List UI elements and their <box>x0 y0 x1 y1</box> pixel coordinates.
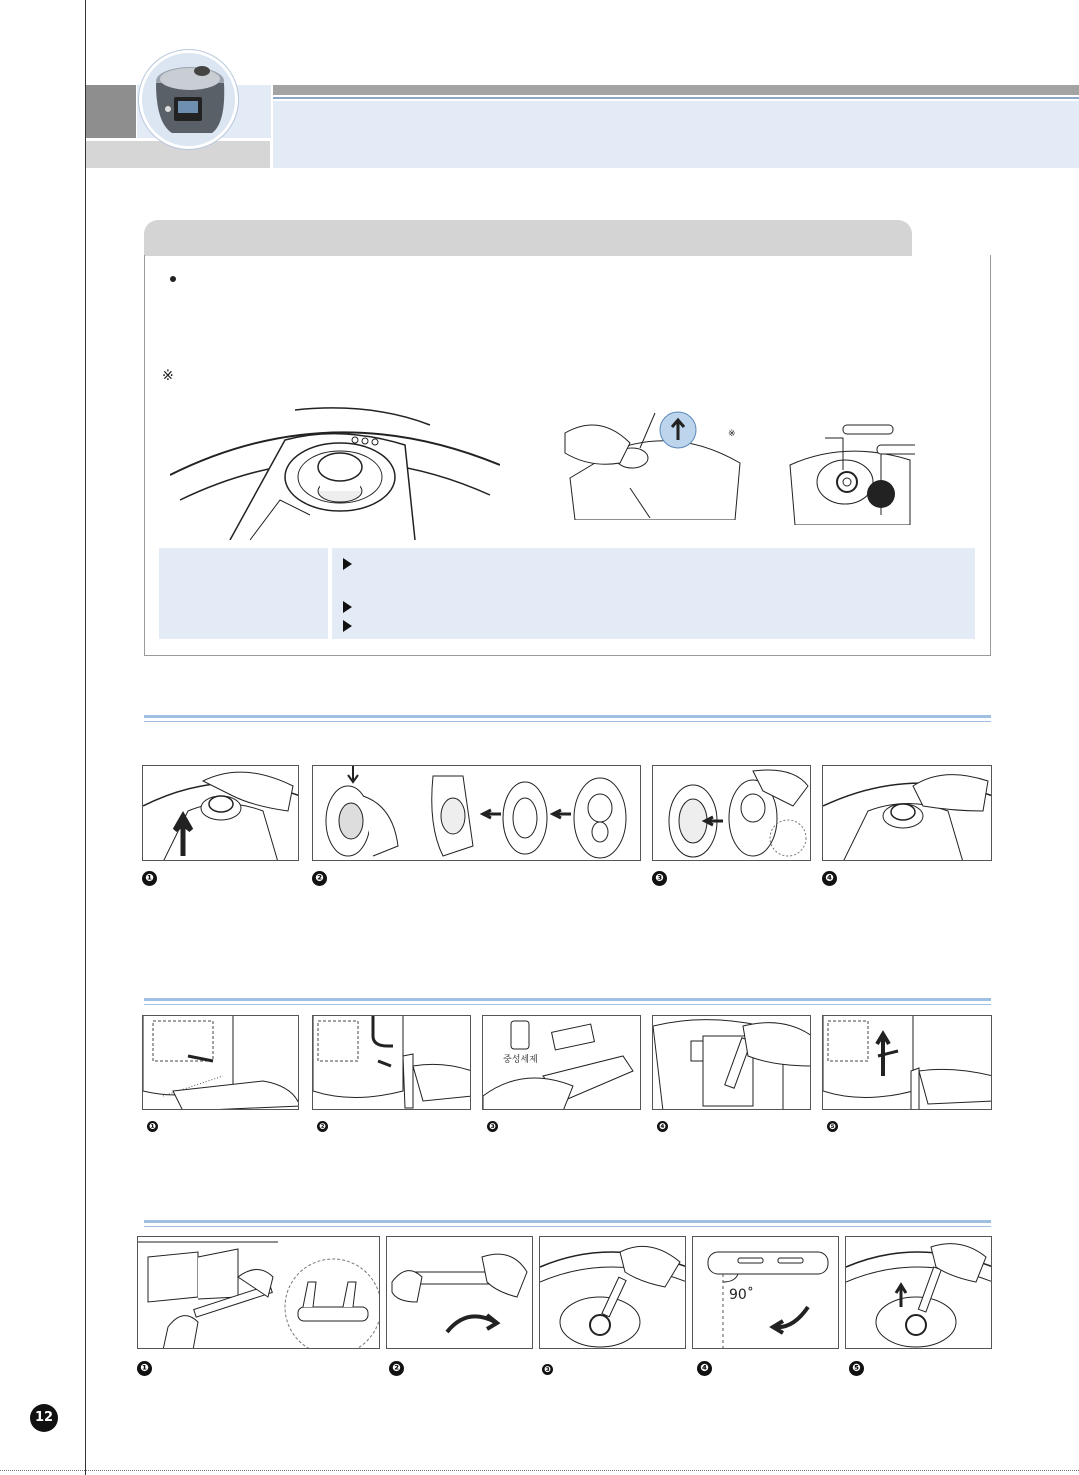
step-number: ❺ <box>849 1361 864 1376</box>
rice-cooker-badge-icon <box>139 50 238 149</box>
valve-tool-illustration <box>785 420 915 525</box>
step-image-brush-interior <box>652 1015 811 1110</box>
step-number: ❷ <box>312 871 327 886</box>
step-number: ❸ <box>652 871 667 886</box>
step-number: ❶ <box>137 1361 152 1376</box>
page-number: 12 <box>30 1404 58 1432</box>
triangle-bullet-icon <box>343 558 352 570</box>
angle-label: 90˚ <box>729 1287 754 1303</box>
section-rule <box>144 998 991 1001</box>
reference-mark: ※ <box>162 368 174 384</box>
step-image-reinsert-tray <box>822 1015 992 1110</box>
step-number: ❸ <box>542 1364 553 1375</box>
bottom-cut-line <box>0 1470 1079 1471</box>
step-number: ❹ <box>697 1361 712 1376</box>
triangle-bullet-icon <box>343 620 352 632</box>
step-number: ❶ <box>142 871 157 886</box>
step-number: ❹ <box>822 871 837 886</box>
list-bullet <box>170 276 176 282</box>
step-image-lift-cap <box>142 765 299 861</box>
header-accent-line <box>273 97 1079 99</box>
step-image-assemble <box>652 765 811 861</box>
svg-text:※: ※ <box>728 429 736 439</box>
step-number: ❷ <box>317 1121 328 1132</box>
step-image-pull-tray <box>142 1015 299 1110</box>
step-image-take-tool <box>137 1236 380 1349</box>
triangle-bullet-icon <box>343 601 352 613</box>
step-image-reattach-cap <box>822 765 992 861</box>
info-table-body <box>332 548 975 639</box>
page-margin-line <box>85 0 86 1475</box>
step-image-rotate-tool <box>692 1236 839 1349</box>
valve-removal-illustration <box>560 408 750 520</box>
step-number: ❸ <box>487 1121 498 1132</box>
detergent-label: 중성세제 <box>503 1055 538 1065</box>
section-rule <box>144 715 991 718</box>
step-image-separate-tray <box>312 1015 471 1110</box>
step-image-insert-tool <box>539 1236 686 1349</box>
section-rule <box>144 1220 991 1223</box>
section-rule-thin <box>144 1226 991 1227</box>
header-dark-block <box>86 85 136 138</box>
step-image-wash-tray <box>482 1015 641 1110</box>
info-table-header <box>159 548 328 639</box>
header-title-panel <box>273 101 1079 168</box>
step-image-hold-tool <box>386 1236 533 1349</box>
section-rule-thin <box>144 1004 991 1005</box>
step-number: ❺ <box>827 1121 838 1132</box>
section-rule-thin <box>144 721 991 722</box>
step-number: ❶ <box>147 1121 158 1132</box>
step-number: ❹ <box>657 1121 668 1132</box>
step-image-disassemble <box>312 765 641 861</box>
step-number: ❷ <box>389 1361 404 1376</box>
info-box-tab <box>144 220 912 256</box>
lid-valve-illustration <box>170 405 500 540</box>
step-image-remove-valve <box>845 1236 992 1349</box>
header-top-bar <box>273 85 1079 95</box>
